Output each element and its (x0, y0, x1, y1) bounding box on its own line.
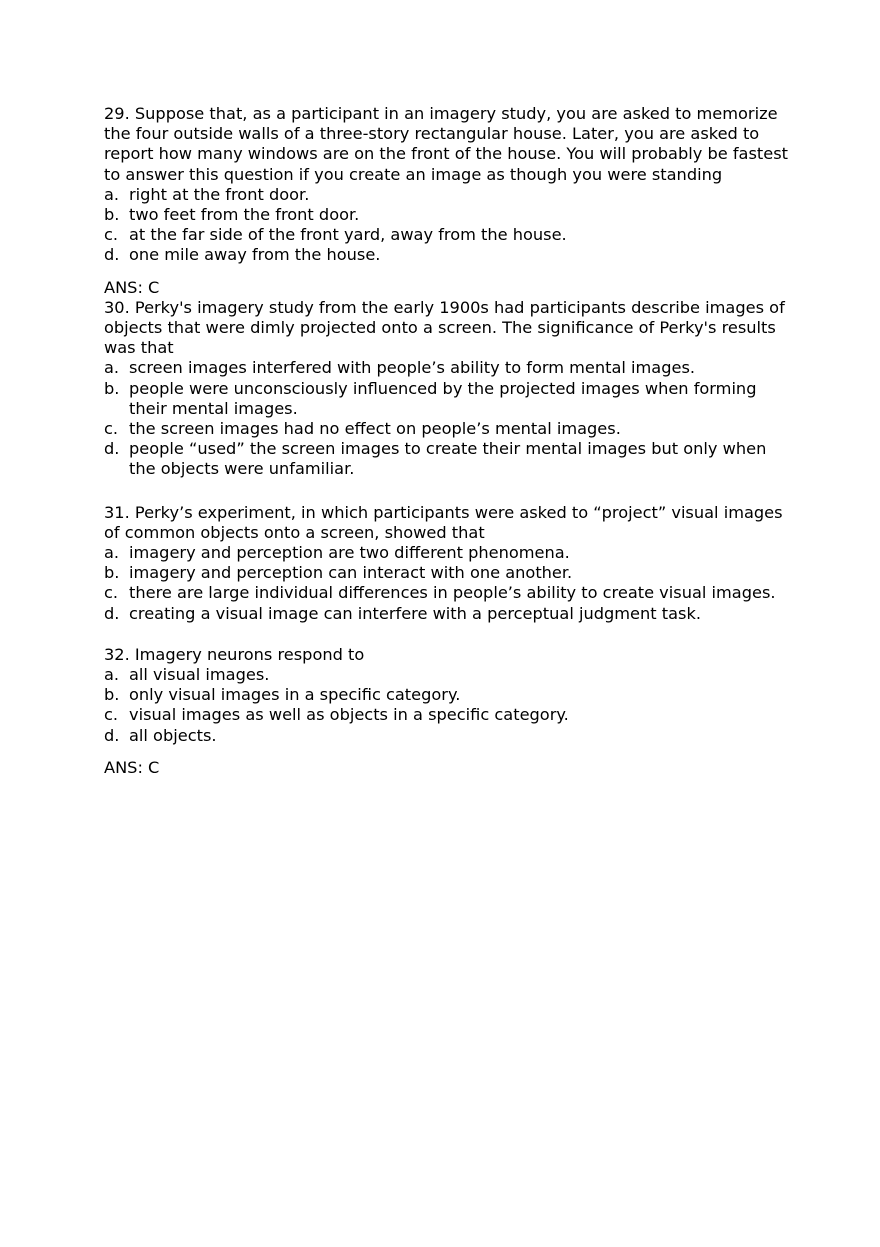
question-29 (104, 104, 794, 298)
answer-option-b (104, 205, 794, 225)
answer-option-b (104, 685, 794, 705)
option-text: the screen images had no effect on people’s mental images. (129, 419, 621, 439)
option-text: people were unconsciously influenced by the projected images when forming their mental images. (129, 378, 757, 418)
question-stem: 30. Perky's imagery study from the early 1900s had participants describe images of objects that were dimly projected onto a screen. The significance of Perky's results was that (104, 297, 785, 358)
option-text: people “used” the screen images to create their mental images but only when the objects were unfamiliar. (129, 439, 767, 479)
question-stem: 31. Perky’s experiment, in which participants were asked to “project” visual images of common objects onto a screen, showed that (104, 502, 783, 542)
option-letter: d. (104, 603, 120, 623)
option-letter: a. (104, 665, 120, 685)
option-text: imagery and perception can interact with one another. (129, 563, 573, 583)
answer-option-a (104, 543, 794, 563)
spacer (104, 480, 794, 503)
answer-option-c (104, 705, 794, 725)
option-text: visual images as well as objects in a specific category. (129, 705, 569, 725)
spacer (104, 746, 794, 758)
spacer (104, 624, 794, 645)
option-text: only visual images in a specific category. (129, 685, 461, 705)
answer-option-d (104, 604, 794, 624)
option-letter: b. (104, 205, 120, 225)
option-text: one mile away from the house. (129, 245, 381, 265)
option-text: all visual images. (129, 665, 270, 685)
option-letter: d. (104, 725, 120, 745)
answer-key: ANS: C (104, 277, 160, 297)
option-text: at the far side of the front yard, away from the house. (129, 225, 567, 245)
answer-option-b (104, 563, 794, 583)
option-letter: c. (104, 705, 119, 725)
option-letter: a. (104, 358, 120, 378)
answer-option-a (104, 358, 794, 378)
option-letter: d. (104, 245, 120, 265)
answer-option-a (104, 185, 794, 205)
answer-key: ANS: C (104, 757, 160, 777)
answer-option-d (104, 439, 794, 479)
option-text: creating a visual image can interfere with a perceptual judgment task. (129, 603, 701, 623)
option-letter: c. (104, 225, 119, 245)
question-stem: 29. Suppose that, as a participant in an imagery study, you are asked to memorize the four outside walls of a three-story rectangular house. Later, you are asked to report how many windows are on the front of the house. You will probably be fastest to answer this question if you create an image as though you were standing (104, 104, 788, 184)
option-letter: c. (104, 583, 119, 603)
option-text: screen images interfered with people’s ability to form mental images. (129, 358, 696, 378)
answer-option-a (104, 665, 794, 685)
spacer (104, 266, 794, 278)
answer-option-d (104, 726, 794, 746)
question-31 (104, 503, 794, 624)
option-letter: d. (104, 439, 120, 459)
answer-option-c (104, 225, 794, 245)
question-30 (104, 298, 794, 480)
option-letter: a. (104, 543, 120, 563)
option-text: there are large individual differences in people’s ability to create visual images. (129, 583, 776, 603)
option-text: all objects. (129, 725, 217, 745)
option-text: two feet from the front door. (129, 205, 360, 225)
option-text: imagery and perception are two different phenomena. (129, 543, 570, 563)
question-32 (104, 645, 794, 778)
option-letter: a. (104, 184, 120, 204)
option-letter: c. (104, 419, 119, 439)
answer-option-c (104, 419, 794, 439)
option-letter: b. (104, 563, 120, 583)
answer-option-c (104, 583, 794, 603)
document-page (104, 104, 794, 778)
answer-option-b (104, 379, 794, 419)
option-letter: b. (104, 685, 120, 705)
answer-option-d (104, 245, 794, 265)
option-letter: b. (104, 378, 120, 398)
option-text: right at the front door. (129, 184, 310, 204)
question-stem: 32. Imagery neurons respond to (104, 644, 365, 664)
